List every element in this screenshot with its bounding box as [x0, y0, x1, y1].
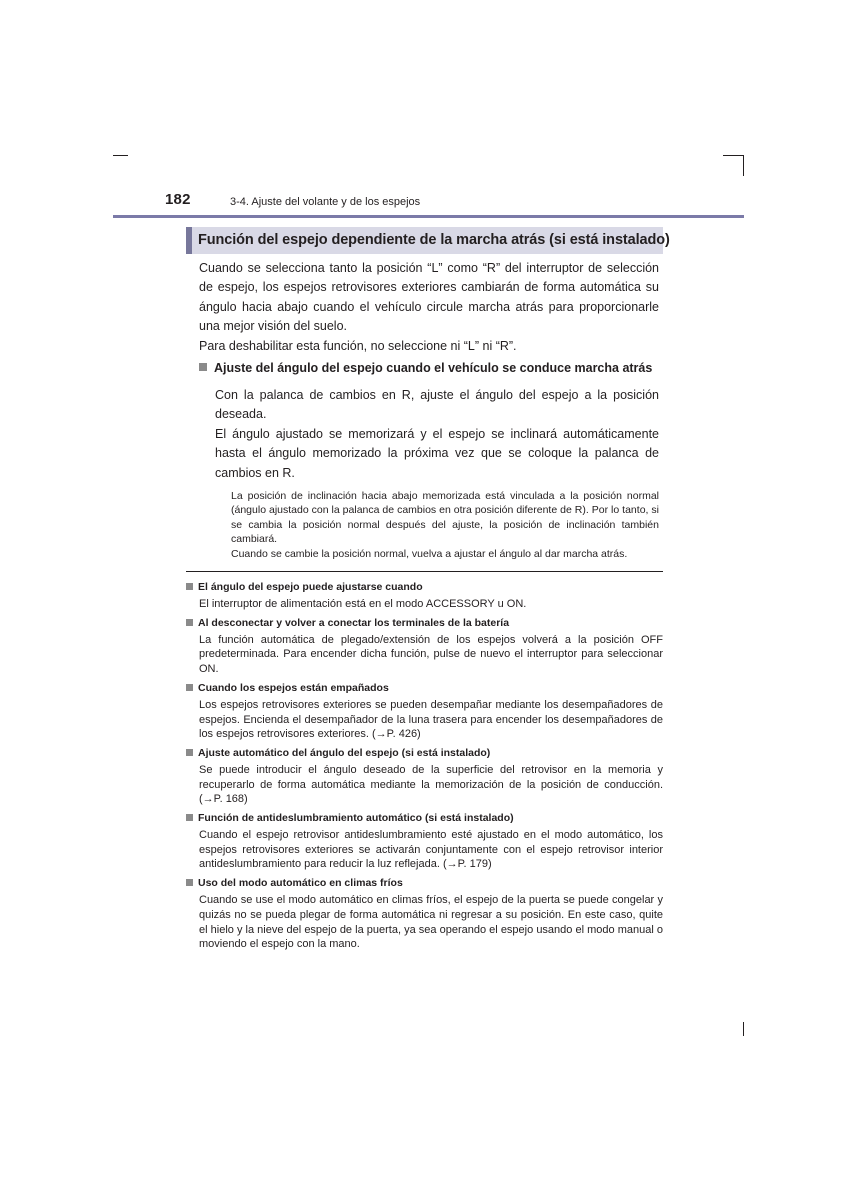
note-title [186, 811, 663, 826]
notes-list [186, 580, 663, 956]
square-bullet-icon [186, 583, 193, 590]
subsection-note [231, 489, 659, 561]
intro-paragraph: Para deshabilitar esta función, no seleccione ni “L” ni “R”. [199, 338, 517, 353]
note-item [186, 746, 663, 807]
subsection-body [215, 386, 659, 483]
crop-mark-top-right-v [743, 155, 744, 176]
note-item [186, 616, 663, 677]
square-bullet-icon [186, 619, 193, 626]
header-rule [113, 215, 744, 218]
note-body: Cuando se use el modo automático en climas fríos, el espejo de la puerta se puede congelar y quizás no se pueda plegar de forma automática ni regresar a su posición. En este caso, quite el hielo y la nieve del espejo de la puerta, ya sea operando el espejo usando el modo manual o moviendo el espejo con la mano. [199, 894, 663, 951]
note-title [186, 681, 663, 696]
subsection-title: Ajuste del ángulo del espejo cuando el vehículo se conduce marcha atrás [214, 361, 653, 375]
subsection-heading [199, 361, 652, 375]
note-title [186, 616, 663, 631]
note-paragraph: La posición de inclinación hacia abajo memorizada está vinculada a la posición normal (ángulo ajustado con la palanca de cambios en otra posición diferente de R). Por lo tanto, si se cambia la posición normal después del ajuste, la posición de inclinación también cambiará. [231, 490, 659, 546]
note-body: La función automática de plegado/extensión de los espejos volverá a la posición OFF predeterminada. Para encender dicha función, pulse de nuevo el interruptor para seleccionar ON. [199, 633, 663, 676]
section-divider [186, 571, 663, 572]
subsection-paragraph: El ángulo ajustado se memorizará y el espejo se inclinará automáticamente hasta el ángulo memorizado la próxima vez que se coloque la palanca de cambios en R. [215, 426, 659, 480]
crop-mark-top-left [113, 155, 128, 156]
note-item [186, 580, 663, 612]
subsection-paragraph: Con la palanca de cambios en R, ajuste el ángulo del espejo a la posición deseada. [215, 388, 659, 422]
square-bullet-icon [186, 814, 193, 821]
crop-mark-bottom-right [743, 1022, 744, 1036]
note-title-text: Al desconectar y volver a conectar los terminales de la batería [198, 616, 510, 629]
note-paragraph: Cuando se cambie la posición normal, vuelva a ajustar el ángulo al dar marcha atrás. [231, 547, 628, 560]
note-title-text: Función de antideslumbramiento automático (si está instalado) [198, 812, 514, 825]
note-title [186, 876, 663, 891]
section-heading-bar [186, 227, 670, 254]
note-body: El interruptor de alimentación está en el modo ACCESSORY u ON. [199, 598, 527, 610]
intro-paragraph: Cuando se selecciona tanto la posición “L” como “R” del interruptor de selección de espejo, los espejos retrovisores exteriores cambiarán de forma automática su ángulo hacia abajo cuando el vehículo circule marcha atrás para proporcionarle una mejor visión del suelo. [199, 261, 659, 334]
note-item [186, 811, 663, 872]
note-title [186, 746, 663, 761]
note-body: Cuando el espejo retrovisor antideslumbramiento esté ajustado en el modo automático, los espejos retrovisores exteriores se activarán conjuntamente con el espejo retrovisor interior antideslumbramiento para reducir la luz reflejada. (→P. 179) [199, 829, 663, 871]
note-title-text: Cuando los espejos están empañados [198, 681, 389, 694]
section-heading: Función del espejo dependiente de la marcha atrás (si está instalado) [198, 232, 670, 248]
square-bullet-icon [186, 749, 193, 756]
square-bullet-icon [186, 879, 193, 886]
note-title-text: Uso del modo automático en climas fríos [198, 877, 403, 890]
note-item [186, 681, 663, 742]
intro-text [199, 259, 659, 356]
section-title: 3-4. Ajuste del volante y de los espejos [230, 196, 421, 208]
note-body: Los espejos retrovisores exteriores se pueden desempañar mediante los desempañadores de espejos. Encienda el desempañador de la luna trasera para encender los desempañadores de los espejos retrovisores exteriores. (→P. 426) [199, 698, 663, 741]
note-item [186, 876, 663, 952]
note-title [186, 580, 663, 595]
crop-mark-top-right-h [723, 155, 744, 156]
page-number: 182 [165, 191, 191, 208]
note-title-text: El ángulo del espejo puede ajustarse cuando [198, 581, 423, 593]
square-bullet-icon [199, 363, 207, 371]
note-body: Se puede introducir el ángulo deseado de la superficie del retrovisor en la memoria y recuperarlo de forma automática mediante la memorización de la posición de conducción. (→P. 168) [199, 763, 663, 806]
note-title-text: Ajuste automático del ángulo del espejo (si está instalado) [198, 746, 491, 759]
square-bullet-icon [186, 684, 193, 691]
